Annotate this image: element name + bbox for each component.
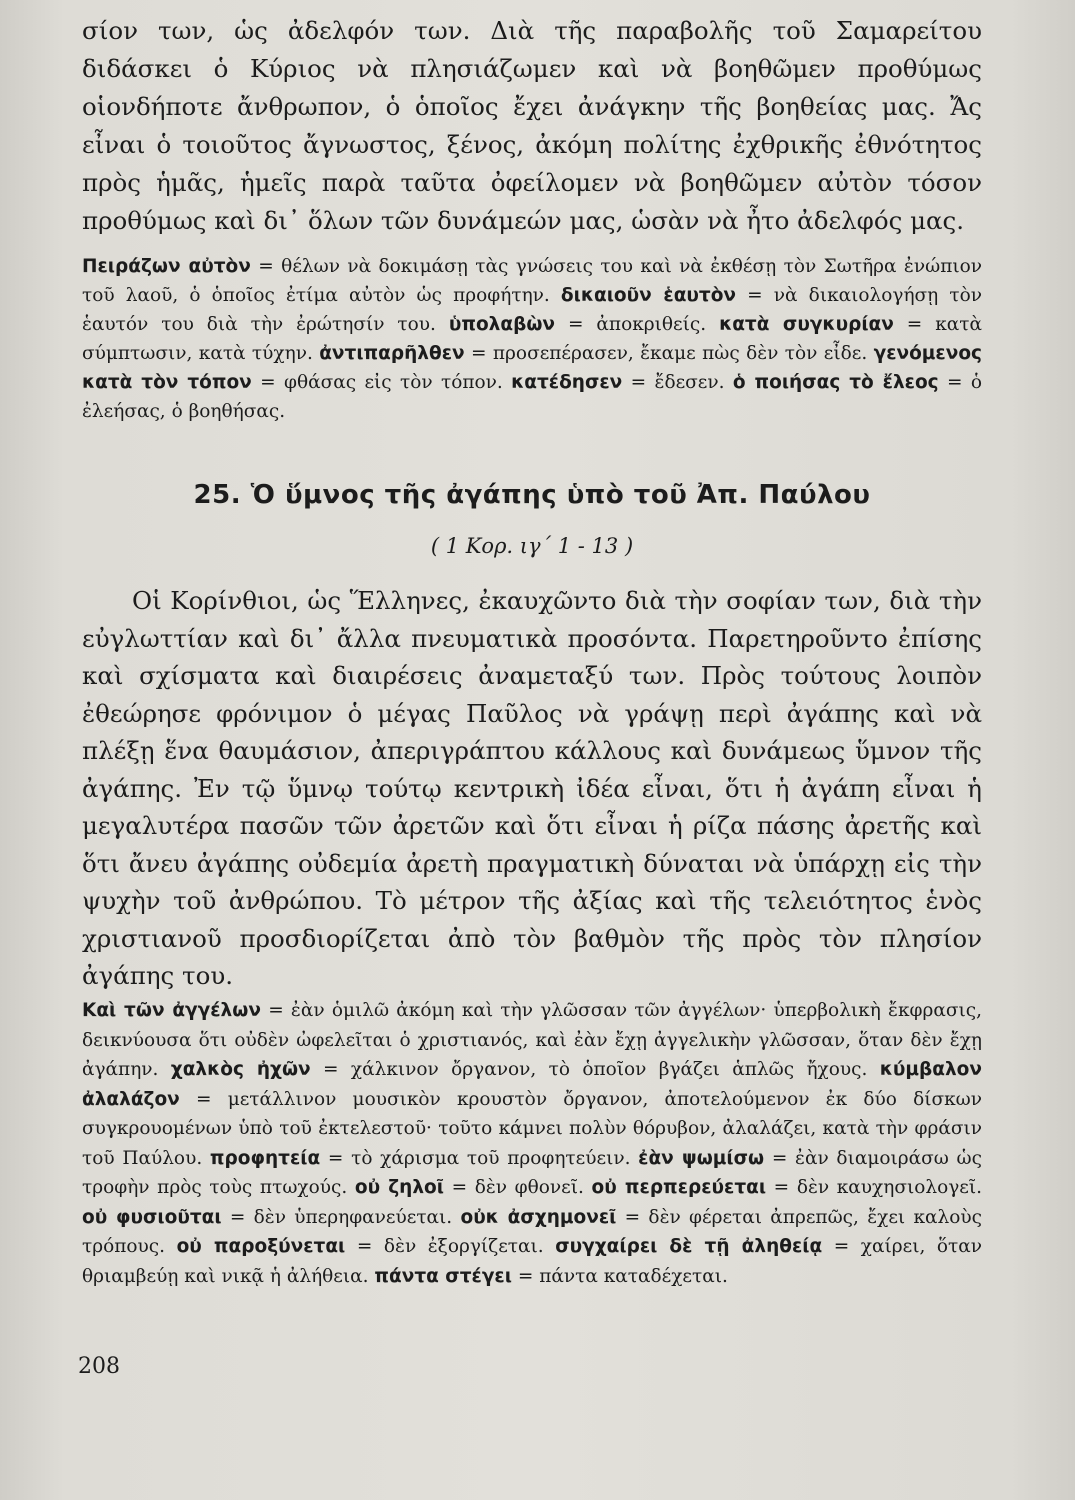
gloss-def: = δὲν ἐξοργίζεται. — [345, 1236, 556, 1257]
gloss-def: = ἐὰν διαμοιράσω ὡς τροφὴν πρὸς τοὺς πτωχούς. — [82, 1147, 982, 1198]
gloss-def: = κατὰ σύμπτωσιν, κατὰ τύχην. — [82, 314, 983, 364]
gloss-def: = πάντα καταδέχεται. — [511, 1265, 728, 1287]
gloss-term: προφητεία — [209, 1147, 321, 1169]
gloss-term: οὐκ ἀσχημονεῖ — [460, 1206, 617, 1228]
scripture-reference: ( 1 Κορ. ιγ΄ 1 - 13 ) — [430, 534, 634, 558]
gloss-def: = τὸ χάρισμα τοῦ προφητεύειν. — [320, 1147, 639, 1169]
main-paragraph: Οἱ Κορίνθιοι, ὡς Ἕλληνες, ἐκαυχῶντο διὰ τὴν σοφίαν των, διὰ τὴν εὐγλωττίαν καὶ δι᾿ ἄλλα πνευματικὰ προσόντα. Παρετηροῦντο ἐπίσης καὶ σχίσματα καὶ διαιρέσεις ἀναμεταξύ των. Πρὸς τούτους λοιπὸν ἐθεώρησε φρόνιμον ὁ μέγας Παῦλος νὰ γράψῃ περὶ ἀγάπης καὶ νὰ πλέξῃ ἕνα θαυμάσιον, ἀπεριγράπτου κάλλους καὶ δυνάμεως ὕμνον τῆς ἀγάπης. Ἐν τῷ ὕμνῳ τούτῳ κεντρικὴ ἰδέα εἶναι, ὅτι ἡ ἀγάπη εἶναι ἡ μεγαλυτέρα πασῶν τῶν ἀρετῶν καὶ ὅτι εἶναι ἡ ρίζα πάσης ἀρετῆς καὶ ὅτι ἄνευ ἀγάπης οὐδεμία ἀρετὴ πραγματικὴ δύναται νὰ ὑπάρχῃ εἰς τὴν ψυχὴν τοῦ ἀνθρώπου. Τὸ μέτρον τῆς ἀξίας καὶ τῆς τελειότητος ἑνὸς χριστιανοῦ προσδιορίζεται ἀπὸ τὸν βαθμὸν τῆς πρὸς τὸν πλησίον ἀγάπης του. — [82, 586, 982, 990]
gloss-def: = προσεπέρασεν, ἔκαμε πὼς δὲν τὸν εἶδε. — [464, 343, 874, 364]
glossary-block-1 — [82, 252, 982, 426]
gloss-def: = δὲν καυχησιολογεῖ. — [766, 1177, 983, 1198]
top-paragraph: σίον των, ὡς ἀδελφόν των. Διὰ τῆς παραβολῆς τοῦ Σαμαρείτου διδάσκει ὁ Κύριος νὰ πλησιάζωμεν καὶ νὰ βοηθῶμεν προθύμως οἱονδήποτε ἄνθρωπον, ὁ ὁποῖος ἔχει ἀνάγκην τῆς βοηθείας μας. Ἄς εἶναι ὁ τοιοῦτος ἄγνωστος, ξένος, ἀκόμη πολίτης ἐχθρικῆς ἐθνότητος πρὸς ἡμᾶς, ἡμεῖς παρὰ ταῦτα ὀφείλομεν νὰ βοηθῶμεν αὐτὸν τόσον προθύμως καὶ δι᾿ ὅλων τῶν δυνάμεών μας, ὡσὰν νὰ ἦτο ἀδελφός μας. — [82, 16, 982, 235]
gloss-def: = ἔδεσεν. — [622, 372, 733, 393]
gloss-def: = δὲν φέρεται ἀπρεπῶς, ἔχει καλοὺς τρόπους. — [82, 1206, 982, 1257]
gloss-def: = χάλκινον ὄργανον, τὸ ὁποῖον βγάζει ἁπλῶς ἤχους. — [310, 1059, 880, 1080]
gloss-def: = ὁ ἐλεήσας, ὁ βοηθήσας. — [82, 372, 982, 422]
glossary-block-2 — [82, 996, 982, 1291]
gloss-def: = χαίρει, ὅταν θριαμβεύῃ καὶ νικᾷ ἡ ἀλήθεια. — [82, 1236, 983, 1287]
gloss-term: πάντα στέγει — [374, 1265, 512, 1287]
gloss-term: κατὰ συγκυρίαν — [719, 314, 894, 335]
gloss-term: οὐ παροξύνεται — [176, 1236, 346, 1257]
gloss-term: οὐ περπερεύεται — [591, 1177, 767, 1198]
gloss-def: = δὲν φθονεῖ. — [443, 1177, 592, 1198]
gloss-term: ὁ ποιήσας τὸ ἔλεος — [732, 372, 939, 393]
gloss-def: = θέλων νὰ δοκιμάσῃ τὰς γνώσεις του καὶ νὰ ἐκθέσῃ τὸν Σωτῆρα ἐνώπιον τοῦ λαοῦ, ὁ ὁποῖος ἐτίμα αὐτὸν ὡς προφήτην. — [82, 256, 982, 306]
page-number: 208 — [78, 1354, 120, 1379]
gloss-def: = φθάσας εἰς τὸν τόπον. — [251, 372, 512, 393]
gloss-term: οὐ ζηλοῖ — [354, 1177, 444, 1198]
section-heading: 25. Ὁ ὕμνος τῆς ἀγάπης ὑπὸ τοῦ Ἀπ. Παύλου — [193, 480, 871, 510]
gloss-def: = ἀποκριθείς. — [555, 314, 720, 335]
gloss-term: ἀντιπαρῆλθεν — [319, 343, 465, 364]
gloss-term: οὐ φυσιοῦται — [82, 1206, 222, 1228]
gloss-term: γενόμενος κατὰ τὸν τόπον — [82, 343, 982, 393]
gloss-def: = δὲν ὑπερηφανεύεται. — [221, 1206, 461, 1228]
gloss-term: κατέδησεν — [511, 372, 623, 393]
gloss-term: Καὶ τῶν ἀγγέλων — [82, 1000, 261, 1021]
gloss-term: συγχαίρει δὲ τῇ ἀληθείᾳ — [555, 1236, 823, 1257]
gloss-term: ὑπολαβὼν — [448, 314, 556, 335]
gloss-term: Πειράζων αὐτὸν — [82, 256, 251, 277]
gloss-def: = ἐὰν ὁμιλῶ ἀκόμη καὶ τὴν γλῶσσαν τῶν ἀγγέλων· ὑπερβολικὴ ἔκφρασις, δεικνύουσα ὅτι οὐδὲν ὠφελεῖται ὁ χριστιανός, καὶ ἐὰν ἔχῃ ἀγγελικὴν γλῶσσαν, ὅταν δὲν ἔχῃ ἀγάπην. — [82, 1000, 982, 1080]
gloss-term: δικαιοῦν ἑαυτὸν — [560, 285, 737, 306]
gloss-term: ἐὰν ψωμίσω — [638, 1147, 765, 1169]
gloss-term: κύμβαλον ἀλαλάζον — [82, 1059, 982, 1110]
gloss-def: = μετάλλινον μουσικὸν κρουστὸν ὄργανον, ἀποτελούμενον ἐκ δύο δίσκων συγκρουομένων ὑπὸ τοῦ ἐκτελεστοῦ· τοῦτο κάμνει πολὺν θόρυβον, ἀλαλάζει, κατὰ τὴν φράσιν τοῦ Παύλου. — [82, 1088, 982, 1169]
gloss-def: = νὰ δικαιολογήσῃ τὸν ἑαυτόν του διὰ τὴν ἐρώτησίν του. — [82, 285, 982, 335]
gloss-term: χαλκὸς ἠχῶν — [170, 1059, 311, 1080]
